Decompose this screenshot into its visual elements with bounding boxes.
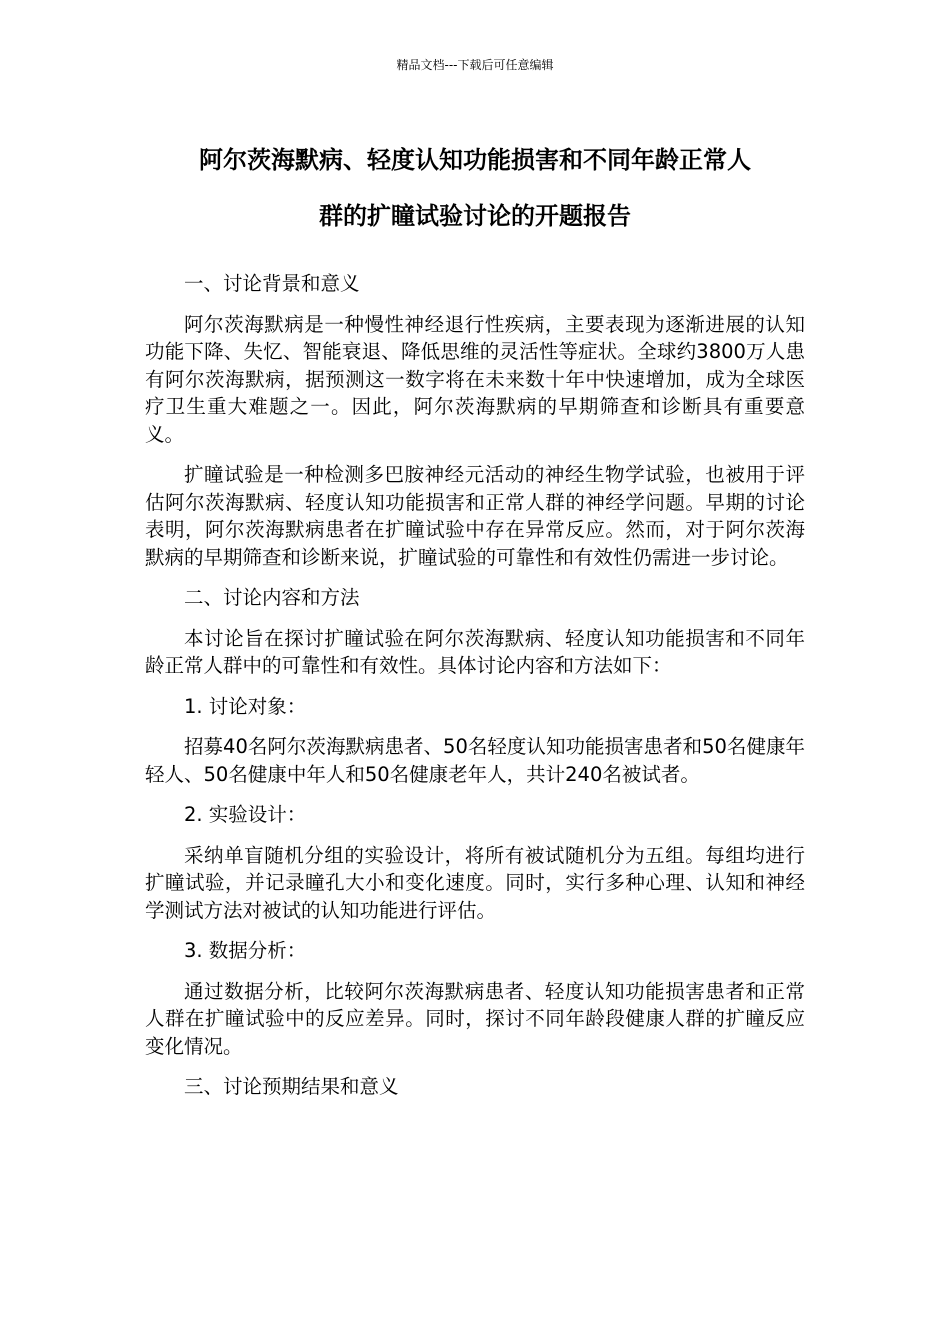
title-line-1: 阿尔茨海默病、轻度认知功能损害和不同年龄正常人	[199, 146, 751, 174]
subsection-design-text: 采纳单盲随机分组的实验设计，将所有被试随机分为五组。每组均进行扩瞳试验，并记录瞳孔大小和变化速度。同时，实行多种心理、认知和神经学测试方法对被试的认知功能进行评估。	[145, 843, 805, 922]
subsection-design-heading: 2. 实验设计：	[184, 803, 307, 826]
section-2-heading: 二、讨论内容和方法	[184, 586, 360, 609]
section-2-paragraph-1: 本讨论旨在探讨扩瞳试验在阿尔茨海默病、轻度认知功能损害和不同年龄正常人群中的可靠性和有效性。具体讨论内容和方法如下：	[145, 626, 805, 677]
subsection-subjects-text: 招募40名阿尔茨海默病患者、50名轻度认知功能损害患者和50名健康年轻人、50名健康中年人和50名健康老年人，共计240名被试者。	[145, 735, 805, 786]
document-title	[120, 132, 830, 244]
section-1-paragraph-1: 阿尔茨海默病是一种慢性神经退行性疾病，主要表现为逐渐进展的认知功能下降、失忆、智能衰退、降低思维的灵活性等症状。全球约3800万人患有阿尔茨海默病，据预测这一数字将在未来数十年中快速增加，成为全球医疗卫生重大难题之一。因此，阿尔茨海默病的早期筛查和诊断具有重要意义。	[145, 312, 805, 446]
subsection-analysis-text: 通过数据分析，比较阿尔茨海默病患者、轻度认知功能损害患者和正常人群在扩瞳试验中的反应差异。同时，探讨不同年龄段健康人群的扩瞳反应变化情况。	[145, 979, 805, 1058]
section-1-paragraph-2: 扩瞳试验是一种检测多巴胺神经元活动的神经生物学试验，也被用于评估阿尔茨海默病、轻度认知功能损害和正常人群的神经学问题。早期的讨论表明，阿尔茨海默病患者在扩瞳试验中存在异常反应。然而，对于阿尔茨海默病的早期筛查和诊断来说，扩瞳试验的可靠性和有效性仍需进一步讨论。	[145, 463, 805, 569]
page-header: 精品文档---下载后可任意编辑	[396, 58, 554, 72]
document-body	[145, 270, 805, 1114]
section-1-heading: 一、讨论背景和意义	[184, 272, 360, 295]
section-3-heading: 三、讨论预期结果和意义	[184, 1075, 399, 1098]
title-line-2: 群的扩瞳试验讨论的开题报告	[319, 202, 631, 230]
subsection-analysis-heading: 3. 数据分析：	[184, 939, 307, 962]
subsection-subjects-heading: 1. 讨论对象：	[184, 694, 307, 718]
